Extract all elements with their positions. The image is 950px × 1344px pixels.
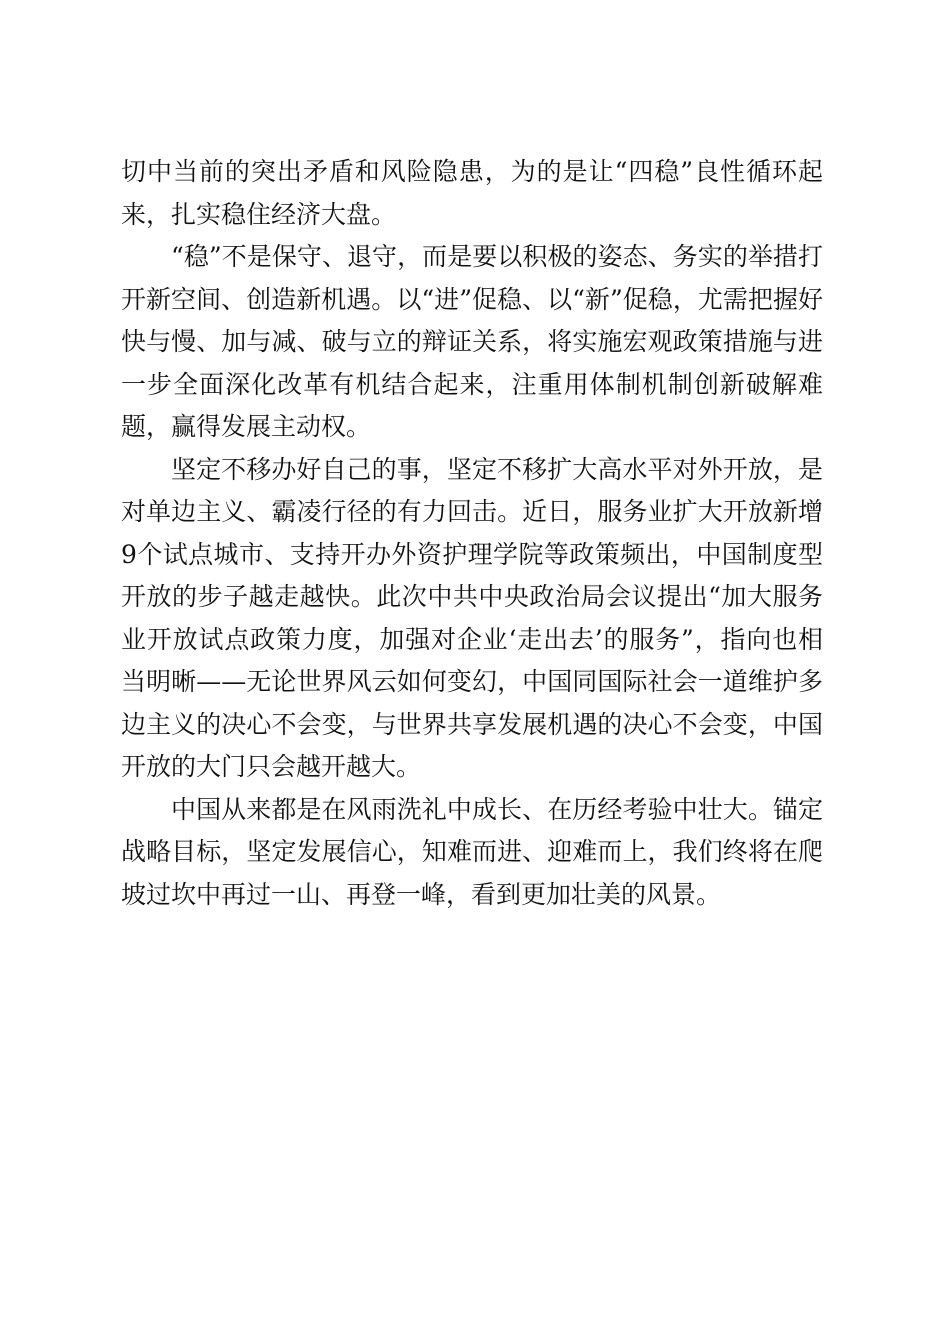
paragraph-conclusion: 中国从来都是在风雨洗礼中成长、在历经考验中壮大。锚定战略目标，坚定发展信心，知难而进、迎难而上，我们终将在爬坡过坎中再过一山、再登一峰，看到更加壮美的风景。 bbox=[121, 794, 823, 909]
paragraph-opening-up: 坚定不移办好自己的事，坚定不移扩大高水平对外开放，是对单边主义、霸凌行径的有力回击。近日，服务业扩大开放新增9个试点城市、支持开办外资护理学院等政策频出，中国制度型开放的步子越走越快。此次中共中央政治局会议提出“加大服务业开放试点政策力度，加强对企业‘走出去’的服务”，指向也相当明晰——无论世界风云如何变幻，中国同国际社会一道维护多边主义的决心不会变，与世界共享发展机遇的决心不会变，中国开放的大门只会越开越大。 bbox=[121, 454, 823, 781]
paragraph-stability: “稳”不是保守、退守，而是要以积极的姿态、务实的举措打开新空间、创造新机遇。以“进”促稳、以“新”促稳，尤需把握好快与慢、加与减、破与立的辩证关系，将实施宏观政策措施与进一步全面深化改革有机结合起来，注重用体制机制创新破解难题，赢得发展主动权。 bbox=[121, 242, 823, 441]
paragraph-continuation: 切中当前的突出矛盾和风险隐患，为的是让“四稳”良性循环起来，扎实稳住经济大盘。 bbox=[121, 157, 823, 229]
article-body bbox=[121, 151, 823, 916]
